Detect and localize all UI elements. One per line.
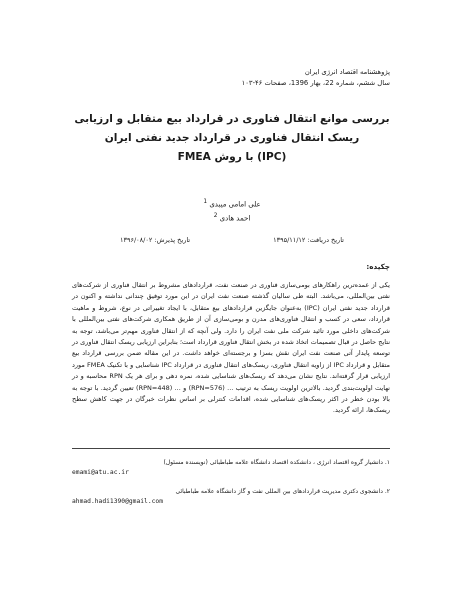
author-1-name: علی امامی میبدی [209, 200, 261, 209]
title-line-2: ریسک انتقال فناوری در قرارداد جدید نفتی ایران [104, 132, 360, 144]
author-1-sup: 1 [203, 199, 208, 205]
abstract-heading: چکیده: [366, 262, 390, 271]
footnote-2-text: ۲. دانشجوی دکتری مدیریت قراردادهای بین المللی نفت و گاز دانشگاه علامه طباطبائی [175, 488, 390, 495]
footnote-1 [72, 458, 390, 478]
author-1 [120, 196, 344, 210]
footnote-1-email: emami@atu.ac.ir [72, 469, 129, 476]
abstract-body: یکی از عمده‌ترین راهکارهای بومی‌سازی فناوری در صنعت نفت، قراردادهای مشروط بر انتقال فناوری از شرکت‌های نفتی بین‌المللی، می‌باشد. البته طی سالیان گذشته صنعت نفت ایران در این مورد توفیق چندانی نداشته و اکنون در قرارداد جدید نفتی ایران (IPC) به‌عنوان جایگزین قراردادهای بیع متقابل، با ایجاد تغییراتی در نوع، شروط و ماهیت قرارداد، سعی در کسب و انتقال فناوری‌های مدرن و بومی‌سازی آن از طریق همکاری شرکت‌های نفتی بین‌المللی با شرکت‌های داخلی مورد تائید شرکت ملی نفت ایران را دارد. ولی آنچه که از انتقال فناوری مهم‌تر می‌باشد، توجه به نتایج حاصل در قبال تصمیمات اتخاذ شده در بخش انتقال فناوری قرارداد است؛ بنابراین ارزیابی ریسک انتقال فناوری در توسعه پایدار آتی صنعت نفت ایران نقش بسزا و برجسته‌ای خواهد داشت. در این مقاله ضمن بررسی قرارداد بیع متقابل و قرارداد IPC از زاویه انتقال فناوری، ریسک‌های انتقال فناوری در قرارداد IPC شناسایی و با تکنیک FMEA مورد ارزیابی قرار گرفته‌اند. نتایج نشان می‌دهد که ریسک‌های شناسایی شده، نمره دهی و برای هر یک RPN محاسبه و در نهایت اولویت‌بندی گردید. بالاترین اولویت ریسک به ترتیب ... (RPN=576) و ... (RPN=448) تعیین گردید. با توجه به بالا بودن خطر در اکثر ریسک‌های شناسایی شده، اقدامات کنترلی بر اساس نظرات خبرگان در جهت کاهش سطح ریسک‌ها، ارائه گردید. [72, 281, 390, 415]
footnote-divider [72, 448, 390, 449]
footnote-2-email: ahmad.hadi1390@gmail.com [72, 498, 163, 505]
title-line-1: بررسی موانع انتقال فناوری در قرارداد بیع متقابل و ارزیابی [74, 113, 390, 125]
title-line-3: (IPC) با روش FMEA [177, 151, 287, 163]
paper-title [70, 110, 394, 167]
footnote-2 [72, 487, 390, 507]
accepted-date: تاریخ پذیرش: ۱۳۹۶/۰۸/۰۲ [120, 236, 191, 244]
author-list [120, 196, 344, 225]
journal-name: پژوهشنامه اقتصاد انرژی ایران [304, 68, 390, 76]
footnote-1-text: ۱. دانشیار گروه اقتصاد انرژی ، دانشکده اقتصاد دانشگاه علامه طباطبائی (نویسنده مسئول) [163, 459, 390, 466]
journal-issue: سال ششم، شماره 22، بهار 1396، صفحات ۴۶-۱۰۳ [241, 79, 390, 87]
article-dates [120, 236, 344, 244]
author-2-sup: 2 [213, 213, 218, 220]
journal-header [70, 67, 390, 89]
author-2 [120, 210, 344, 224]
author-2-name: احمد هادی [219, 214, 251, 223]
received-date: تاریخ دریافت: ۱۳۹۵/۱۱/۱۲ [273, 236, 344, 244]
